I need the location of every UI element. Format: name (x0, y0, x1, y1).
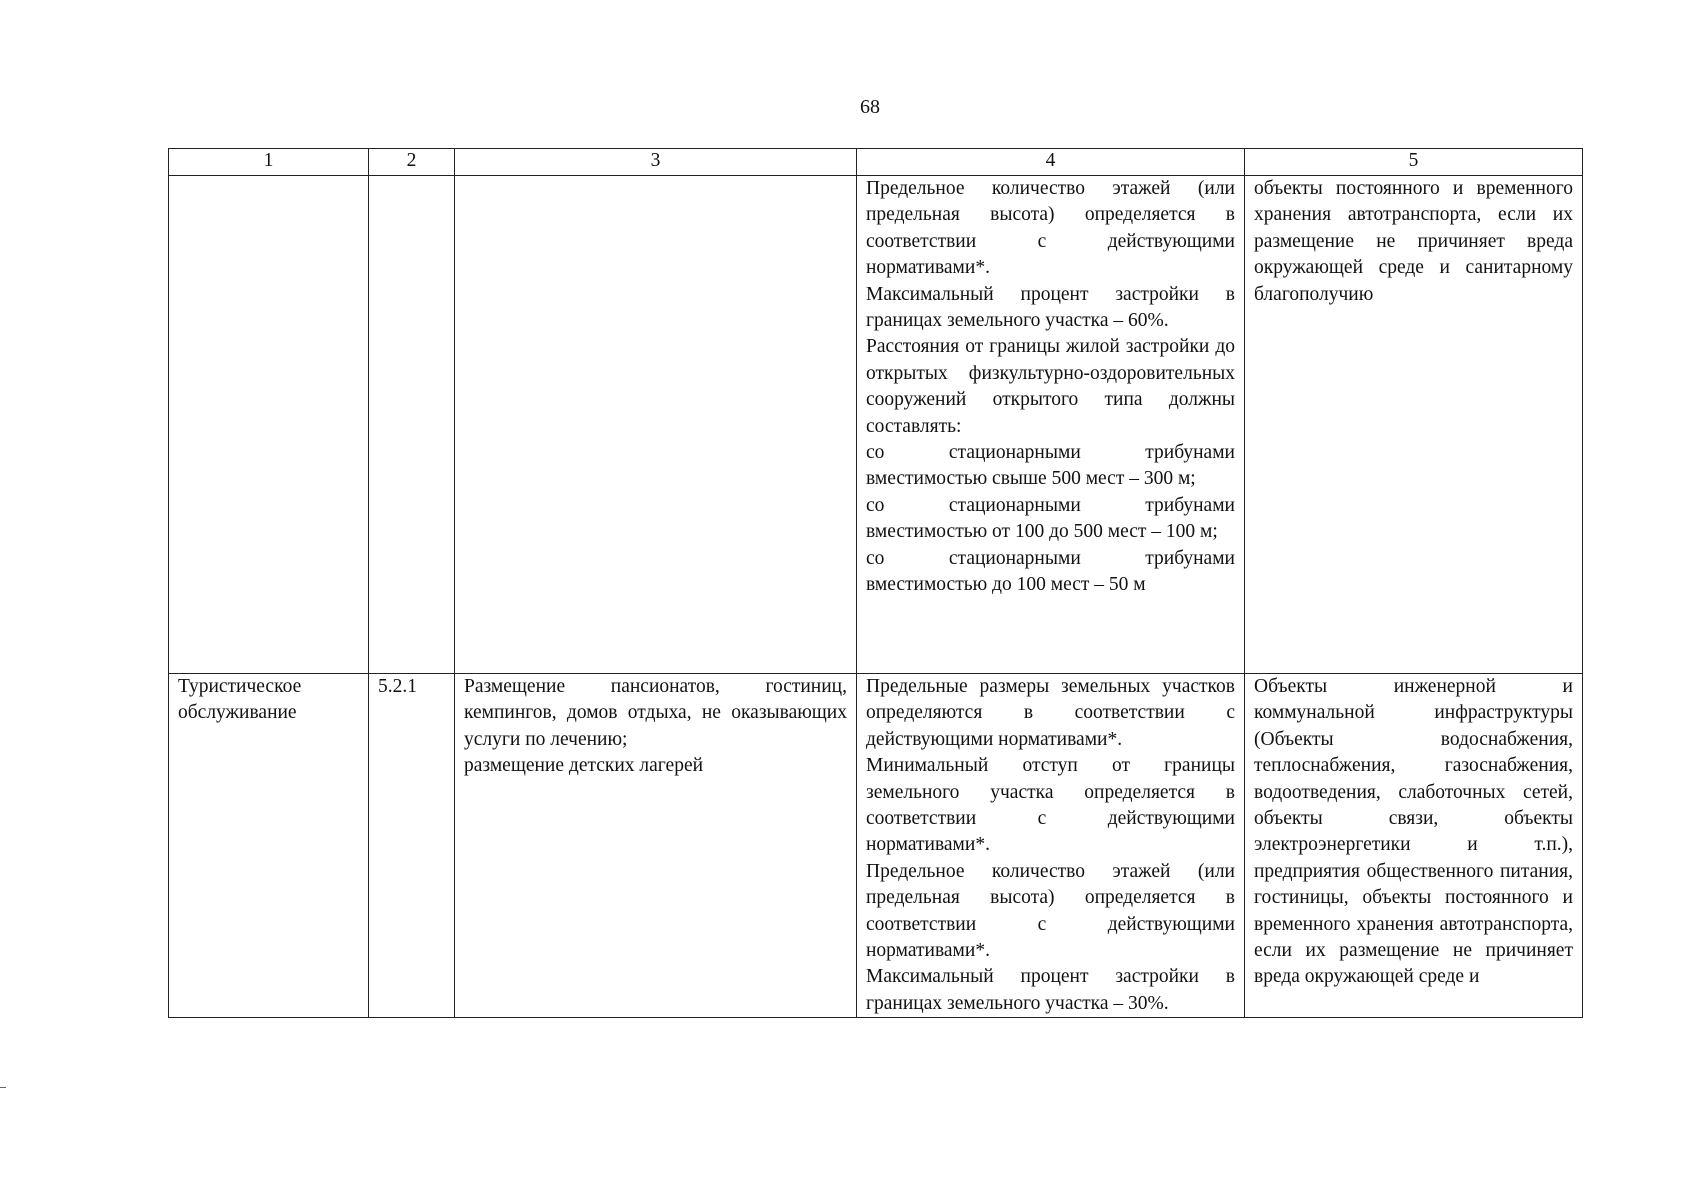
description-paragraph: Размещение пансионатов, гостиниц, кемпингов, домов отдыха, не оказывающих услуги по лечению; (464, 676, 847, 750)
table-row-continuation (169, 176, 1583, 674)
parameter-paragraph: Максимальный процент застройки в границах земельного участка – 60%. (866, 283, 1235, 332)
parameter-paragraph: со стационарными трибунами вместимостью до 100 мест – 50 м (866, 547, 1235, 596)
table-header-row (169, 149, 1583, 176)
parameter-paragraph: Расстояния от границы жилой застройки до открытых физкультурно-оздоровительных сооружений открытого типа должны составлять: (866, 336, 1235, 437)
description-paragraph: размещение детских лагерей (464, 755, 704, 777)
column-header-4: 4 (857, 149, 1245, 176)
column-header-5: 5 (1245, 149, 1583, 176)
column-header-3: 3 (455, 149, 857, 176)
cell-auxiliary-uses: объекты постоянного и временного хранения автотранспорта, если их размещение не причиняет вреда окружающей среде и санитарному благополучию (1245, 176, 1583, 674)
column-header-1: 1 (169, 149, 369, 176)
parameter-paragraph: Минимальный отступ от границы земельного участка определяется в соответствии с действующими нормативами*. (866, 755, 1235, 856)
cell-use-type-empty (169, 176, 369, 674)
parameter-paragraph: Предельные размеры земельных участков определяются в соответствии с действующими нормативами*. (866, 676, 1235, 750)
parameter-paragraph: Предельное количество этажей (или предельная высота) определяется в соответствии с действующими нормативами*. (866, 860, 1235, 962)
table-row-tourism (169, 674, 1583, 1018)
cell-auxiliary-uses: Объекты инженерной и коммунальной инфраструктуры (Объекты водоснабжения, теплоснабжения, газоснабжения, водоотведения, слаботочных сетей, объекты связи, объекты электроэнергетики и т.п.), предприятия общественного питания, гостиницы, объекты постоянного и временного хранения автотранспорта, если их размещение не причиняет вреда окружающей среде и (1245, 674, 1583, 1018)
column-header-2: 2 (369, 149, 455, 176)
cell-code-empty (369, 176, 455, 674)
zoning-regulations-table (168, 148, 1583, 1018)
cell-use-type: Туристическое обслуживание (169, 674, 369, 1018)
page-number: 68 (860, 96, 880, 118)
parameter-paragraph: со стационарными трибунами вместимостью свыше 500 мест – 300 м; (866, 442, 1235, 490)
margin-mark (0, 1087, 6, 1088)
cell-description (455, 674, 857, 1018)
parameter-paragraph: со стационарными трибунами вместимостью от 100 до 500 мест – 100 м; (866, 494, 1235, 543)
cell-parameters (857, 674, 1245, 1018)
parameter-paragraph: Предельное количество этажей (или предельная высота) определяется в соответствии с действующими нормативами*. (866, 178, 1235, 279)
cell-description-empty (455, 176, 857, 674)
parameter-paragraph: Максимальный процент застройки в границах земельного участка – 30%. (866, 966, 1235, 1014)
cell-parameters (857, 176, 1245, 674)
cell-code: 5.2.1 (369, 674, 455, 1018)
